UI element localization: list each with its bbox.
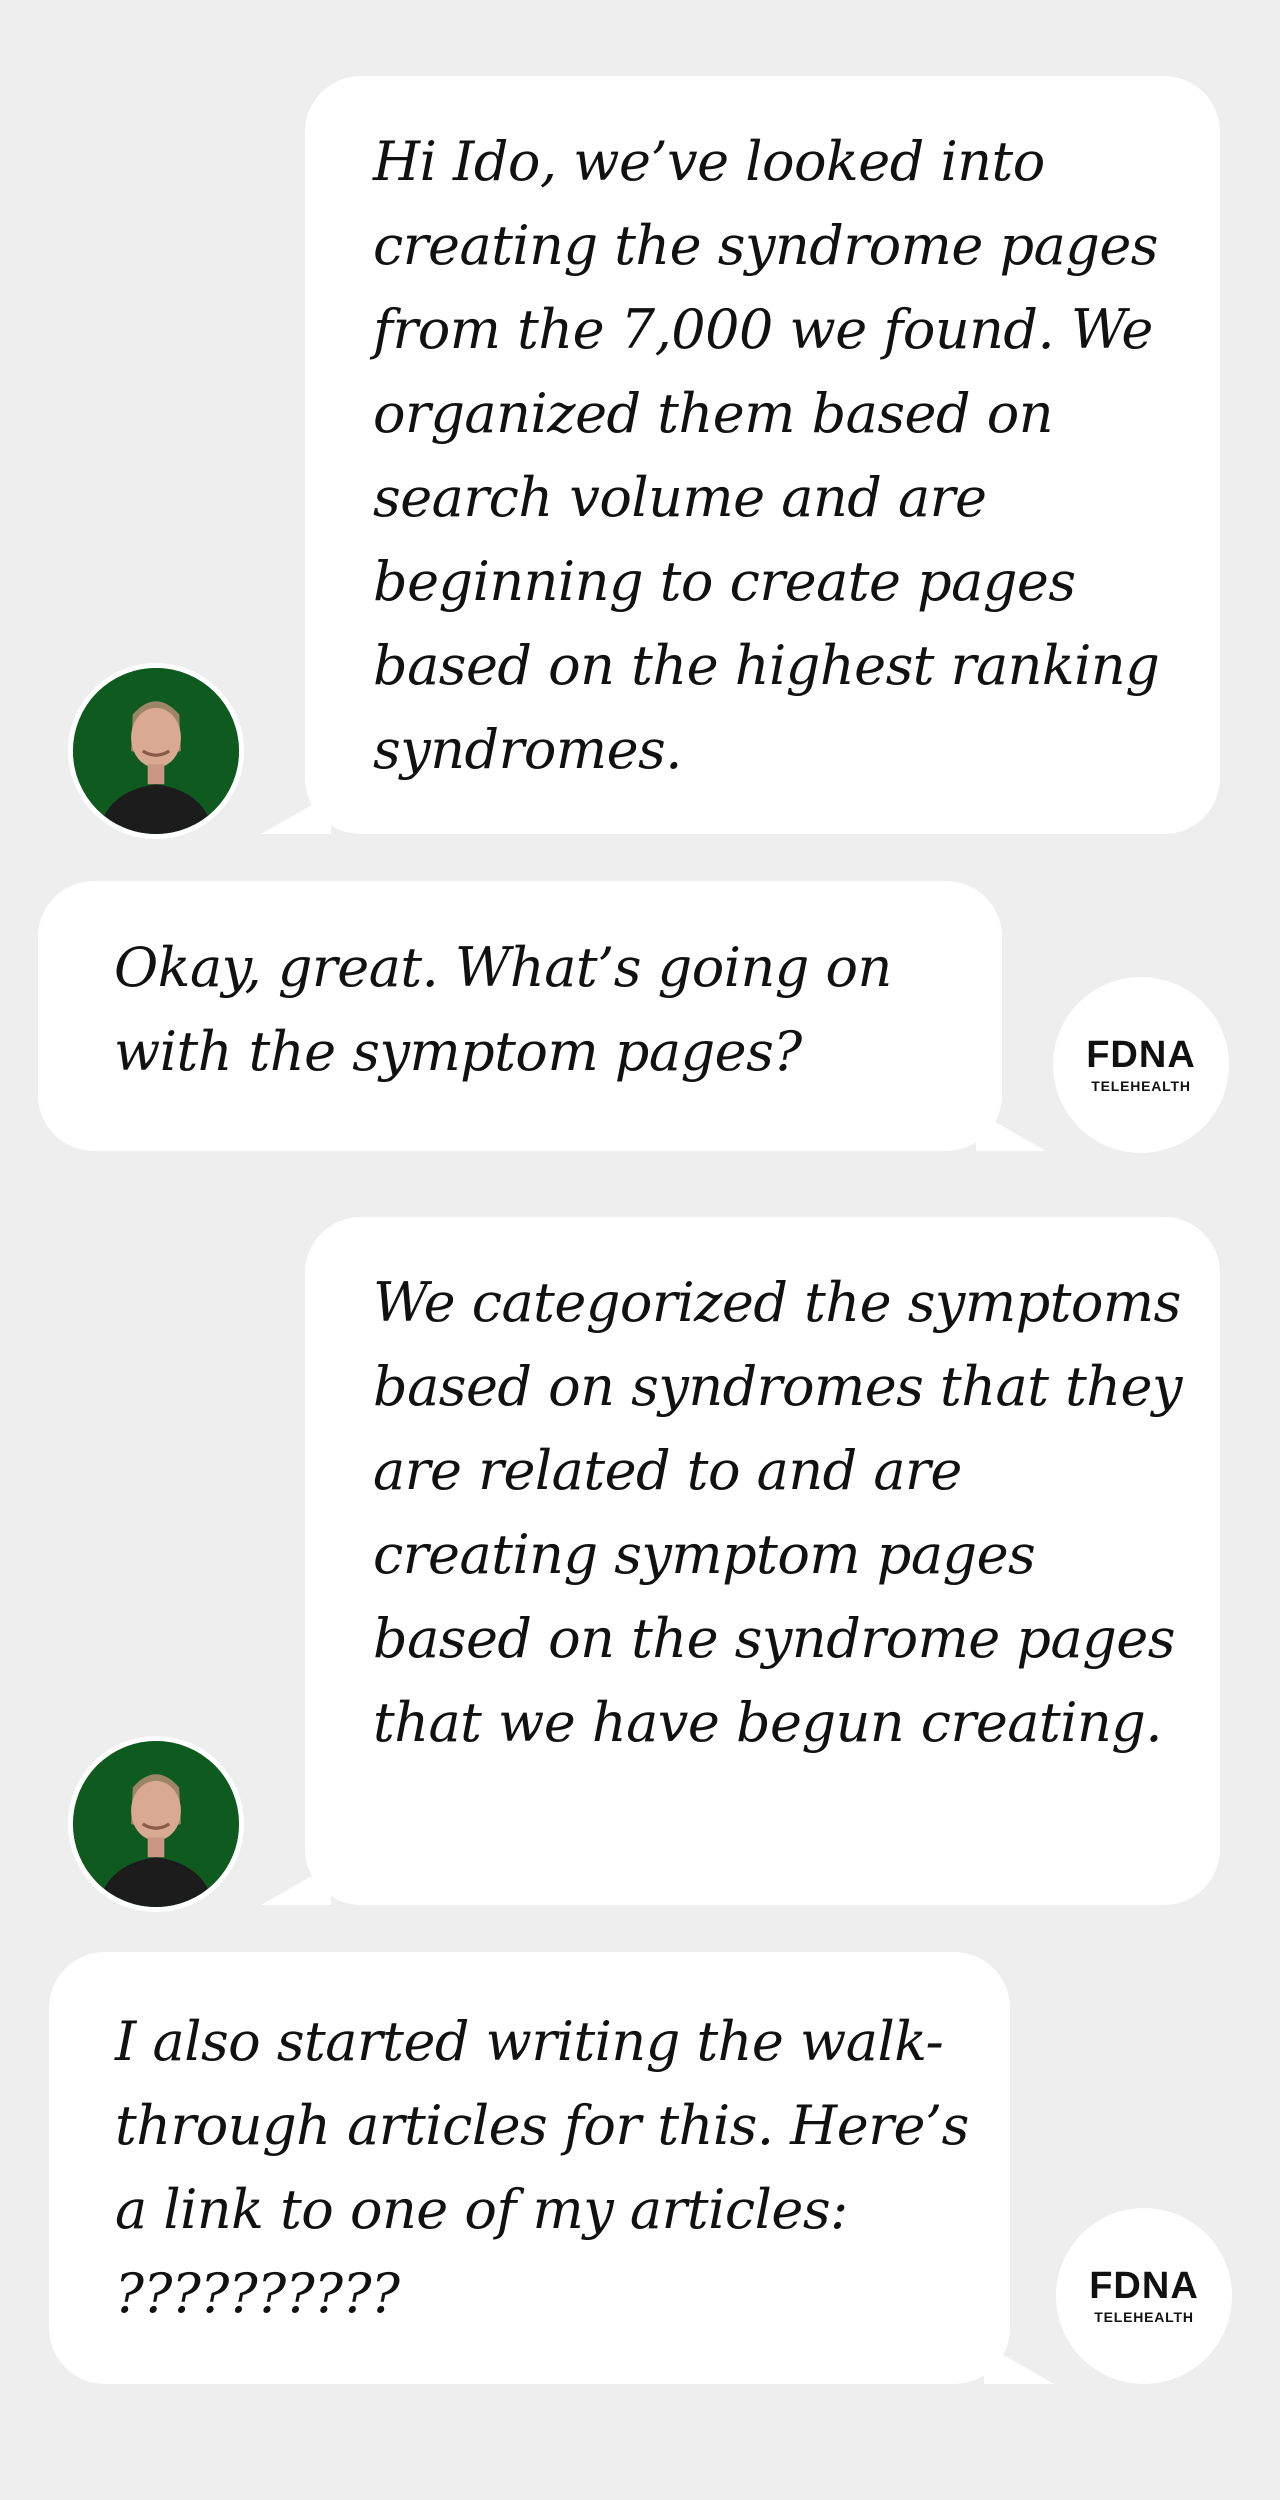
bubble-tail — [261, 794, 331, 834]
message-text-4: I also started writing the walk-through articles for this. Here’s a link to one of my articles: ?????????? — [115, 2010, 969, 2325]
team-avatar — [68, 663, 244, 839]
message-bubble-3 — [305, 1217, 1220, 1905]
team-avatar — [68, 1736, 244, 1912]
message-text-2: Okay, great. What’s going on with the symptom pages? — [114, 936, 892, 1083]
message-bubble-1 — [305, 76, 1220, 834]
person-avatar-icon — [73, 668, 239, 834]
brand-name: FDNA — [1086, 1034, 1196, 1076]
message-bubble-2 — [38, 881, 1002, 1151]
message-text-3: We categorized the symptoms based on syndromes that they are related to and are creating symptom pages based on the syndrome pages that we have begun creating. — [373, 1271, 1183, 1754]
bubble-tail — [984, 2344, 1054, 2384]
brand-name: FDNA — [1089, 2265, 1199, 2307]
person-avatar-icon — [73, 1741, 239, 1907]
brand-subtitle: TELEHEALTH — [1091, 1078, 1191, 1094]
brand-subtitle: TELEHEALTH — [1094, 2309, 1194, 2325]
message-text-1: Hi Ido, we’ve looked into creating the syndrome pages from the 7,000 we found. We organized them based on search volume and are beginning to create pages based on the highest ranking syndromes. — [373, 130, 1160, 781]
bubble-tail — [976, 1111, 1046, 1151]
fdna-logo-icon — [1086, 1036, 1196, 1074]
client-avatar — [1056, 2208, 1232, 2384]
client-avatar — [1053, 977, 1229, 1153]
fdna-logo-icon — [1089, 2267, 1199, 2305]
message-bubble-4 — [49, 1952, 1010, 2384]
bubble-tail — [261, 1865, 331, 1905]
